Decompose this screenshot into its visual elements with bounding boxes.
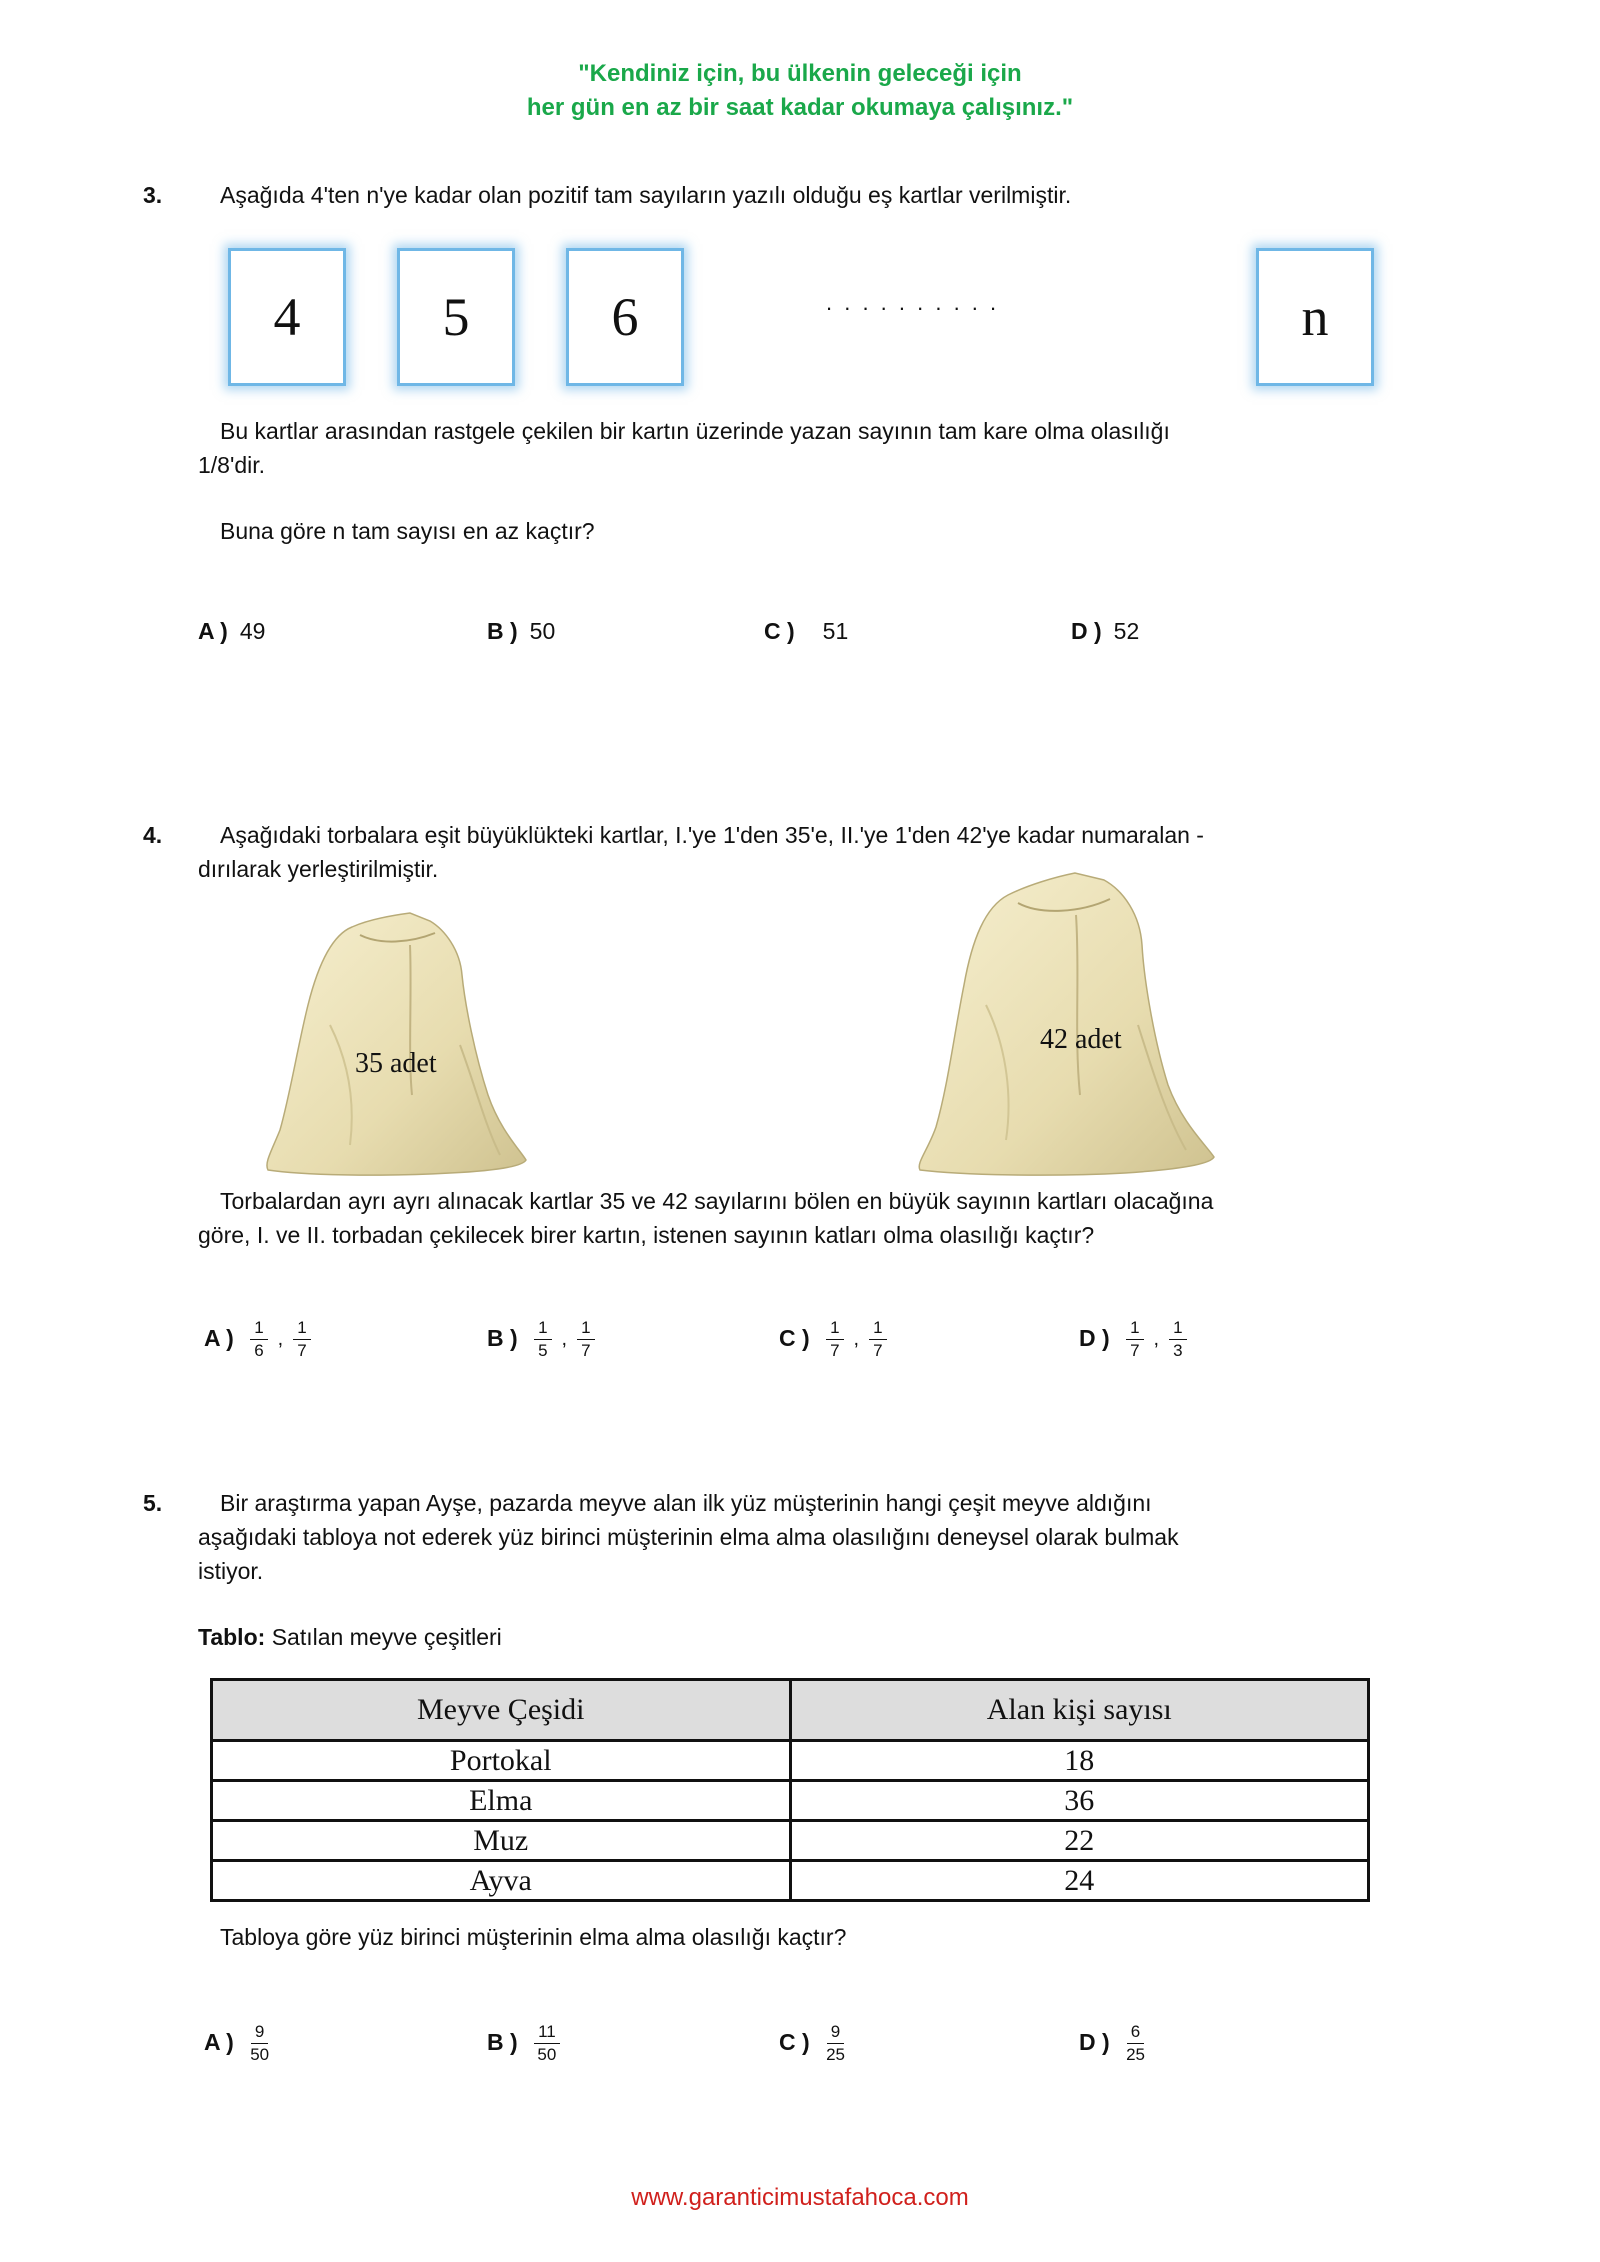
table-row bbox=[212, 1741, 1369, 1781]
bag-2-label: 42 adet bbox=[1040, 1024, 1122, 1055]
table-cell: 36 bbox=[790, 1781, 1369, 1821]
q3-option-b[interactable] bbox=[487, 618, 555, 645]
table-header-cell: Alan kişi sayısı bbox=[790, 1680, 1369, 1741]
option-letter: B ) bbox=[487, 1324, 518, 1351]
fraction-denominator: 5 bbox=[538, 1341, 548, 1360]
fraction-numerator: 11 bbox=[534, 2022, 560, 2044]
option-value: 49 bbox=[239, 618, 266, 644]
table-caption bbox=[198, 1620, 502, 1654]
fraction-numerator: 6 bbox=[1127, 2022, 1144, 2044]
fraction-numerator: 9 bbox=[827, 2022, 844, 2044]
fraction-numerator: 1 bbox=[1126, 1318, 1143, 1340]
table-row bbox=[212, 1821, 1369, 1861]
option-letter: A ) bbox=[204, 2028, 234, 2055]
header-quote-line-2: her gün en az bir saat kadar okumaya çalışınız." bbox=[526, 94, 1074, 121]
option-letter: D ) bbox=[1071, 618, 1102, 644]
question-5-intro-line-2: aşağıdaki tabloya not ederek yüz birinci müşterinin elma alma olasılığını deneysel olarak bulmak bbox=[198, 1524, 1179, 1550]
question-3-body-line-1: Bu kartlar arasından rastgele çekilen bir kartın üzerinde yazan sayının tam kare olma olasılığı bbox=[220, 418, 1170, 444]
question-5-intro-line-3: istiyor. bbox=[198, 1558, 264, 1584]
option-letter: D ) bbox=[1079, 2028, 1110, 2055]
fraction-denominator: 6 bbox=[254, 1341, 264, 1360]
q4-option-c[interactable] bbox=[779, 1318, 893, 1361]
comma: , bbox=[277, 1328, 284, 1350]
option-value: 50 bbox=[529, 618, 556, 644]
question-4-intro-line-2: dırılarak yerleştirilmiştir. bbox=[198, 856, 439, 882]
table-cell: Muz bbox=[212, 1821, 791, 1861]
question-3-number: 3. bbox=[143, 182, 163, 208]
fraction-numerator: 1 bbox=[826, 1318, 843, 1340]
option-letter: B ) bbox=[487, 618, 518, 644]
fraction-numerator: 1 bbox=[534, 1318, 551, 1340]
option-letter: A ) bbox=[198, 618, 228, 644]
card-ellipsis: . . . . . . . . . . bbox=[826, 290, 1000, 315]
fraction-numerator: 1 bbox=[1169, 1318, 1186, 1340]
fraction bbox=[826, 1318, 843, 1361]
option-value: 52 bbox=[1113, 618, 1140, 644]
table-cell: Elma bbox=[212, 1781, 791, 1821]
fraction bbox=[534, 1318, 551, 1361]
fraction-denominator: 25 bbox=[826, 2045, 845, 2064]
fraction bbox=[250, 2022, 269, 2065]
header-quote-line-1: "Kendiniz için, bu ülkenin geleceği için bbox=[578, 60, 1022, 87]
table-cell: 18 bbox=[790, 1741, 1369, 1781]
fraction-numerator: 1 bbox=[869, 1318, 886, 1340]
option-letter: C ) bbox=[779, 1324, 810, 1351]
fraction bbox=[577, 1318, 594, 1361]
question-3-intro: Aşağıda 4'ten n'ye kadar olan pozitif tam sayıların yazılı olduğu eş kartlar verilmiştir. bbox=[220, 182, 1072, 208]
question-4-body-line-2: göre, I. ve II. torbadan çekilecek birer kartın, istenen sayının katları olma olasılığı kaçtır? bbox=[198, 1222, 1095, 1248]
fraction bbox=[534, 2022, 560, 2065]
comma: , bbox=[853, 1328, 860, 1350]
bag-2-image bbox=[910, 865, 1220, 1180]
q3-option-a[interactable] bbox=[198, 618, 265, 645]
card-5: 5 bbox=[397, 248, 515, 386]
option-letter: C ) bbox=[779, 2028, 810, 2055]
comma: , bbox=[561, 1328, 568, 1350]
q5-option-d[interactable] bbox=[1079, 2022, 1151, 2065]
table-caption-text: Satılan meyve çeşitleri bbox=[271, 1624, 502, 1650]
fruit-table bbox=[210, 1678, 1370, 1902]
table-cell: Ayva bbox=[212, 1861, 791, 1901]
table-row bbox=[212, 1861, 1369, 1901]
question-5-number: 5. bbox=[143, 1490, 163, 1516]
fraction bbox=[1126, 1318, 1143, 1361]
q5-option-c[interactable] bbox=[779, 2022, 851, 2065]
table-cell: 22 bbox=[790, 1821, 1369, 1861]
fraction-numerator: 1 bbox=[577, 1318, 594, 1340]
q4-option-a[interactable] bbox=[204, 1318, 317, 1361]
question-3-body-line-2: 1/8'dir. bbox=[198, 452, 266, 478]
q5-option-a[interactable] bbox=[204, 2022, 275, 2065]
footer-url-link[interactable]: www.garanticimustafahoca.com bbox=[631, 2184, 969, 2211]
table-row bbox=[212, 1781, 1369, 1821]
bag-1-image bbox=[260, 905, 530, 1180]
fraction bbox=[826, 2022, 845, 2065]
card-n: n bbox=[1256, 248, 1374, 386]
fraction bbox=[1169, 1318, 1186, 1361]
fraction-numerator: 1 bbox=[250, 1318, 267, 1340]
fraction bbox=[1126, 2022, 1145, 2065]
q3-option-c[interactable] bbox=[764, 618, 848, 645]
fraction-denominator: 50 bbox=[250, 2045, 270, 2064]
fraction-denominator: 7 bbox=[297, 1341, 307, 1360]
fraction-denominator: 25 bbox=[1126, 2045, 1145, 2064]
card-6: 6 bbox=[566, 248, 684, 386]
fraction-denominator: 3 bbox=[1173, 1341, 1183, 1360]
fraction bbox=[869, 1318, 886, 1361]
table-caption-label: Tablo: bbox=[198, 1624, 266, 1650]
question-4-body-line-1: Torbalardan ayrı ayrı alınacak kartlar 35 ve 42 sayılarını bölen en büyük sayının kartları olacağına bbox=[220, 1188, 1214, 1214]
comma: , bbox=[1153, 1328, 1160, 1350]
fraction-denominator: 50 bbox=[537, 2045, 557, 2064]
fraction bbox=[250, 1318, 267, 1361]
q3-option-d[interactable] bbox=[1071, 618, 1139, 645]
q4-option-b[interactable] bbox=[487, 1318, 601, 1361]
q4-option-d[interactable] bbox=[1079, 1318, 1193, 1361]
fraction-denominator: 7 bbox=[830, 1341, 840, 1360]
question-5-question: Tabloya göre yüz birinci müşterinin elma alma olasılığı kaçtır? bbox=[220, 1924, 847, 1950]
table-cell: Portokal bbox=[212, 1741, 791, 1781]
question-5-intro-line-1: Bir araştırma yapan Ayşe, pazarda meyve alan ilk yüz müşterinin hangi çeşit meyve aldığını bbox=[220, 1490, 1152, 1516]
fraction-denominator: 7 bbox=[581, 1341, 591, 1360]
fraction bbox=[293, 1318, 310, 1361]
table-header-row bbox=[212, 1680, 1369, 1741]
question-4-number: 4. bbox=[143, 822, 163, 848]
table-cell: 24 bbox=[790, 1861, 1369, 1901]
fraction-numerator: 9 bbox=[251, 2022, 268, 2044]
option-letter: B ) bbox=[487, 2028, 518, 2055]
bag-1-label: 35 adet bbox=[355, 1048, 437, 1079]
option-letter: A ) bbox=[204, 1324, 234, 1351]
q5-option-b[interactable] bbox=[487, 2022, 566, 2065]
card-4: 4 bbox=[228, 248, 346, 386]
option-letter: D ) bbox=[1079, 1324, 1110, 1351]
table-header-cell: Meyve Çeşidi bbox=[212, 1680, 791, 1741]
question-3-question: Buna göre n tam sayısı en az kaçtır? bbox=[220, 518, 595, 544]
fraction-numerator: 1 bbox=[293, 1318, 310, 1340]
question-4-intro-line-1: Aşağıdaki torbalara eşit büyüklükteki kartlar, I.'ye 1'den 35'e, II.'ye 1'den 42'ye kadar numaralan - bbox=[220, 822, 1204, 848]
fraction-denominator: 7 bbox=[1130, 1341, 1140, 1360]
fraction-denominator: 7 bbox=[873, 1341, 883, 1360]
option-letter: C ) bbox=[764, 618, 795, 644]
option-value: 51 bbox=[822, 618, 849, 644]
